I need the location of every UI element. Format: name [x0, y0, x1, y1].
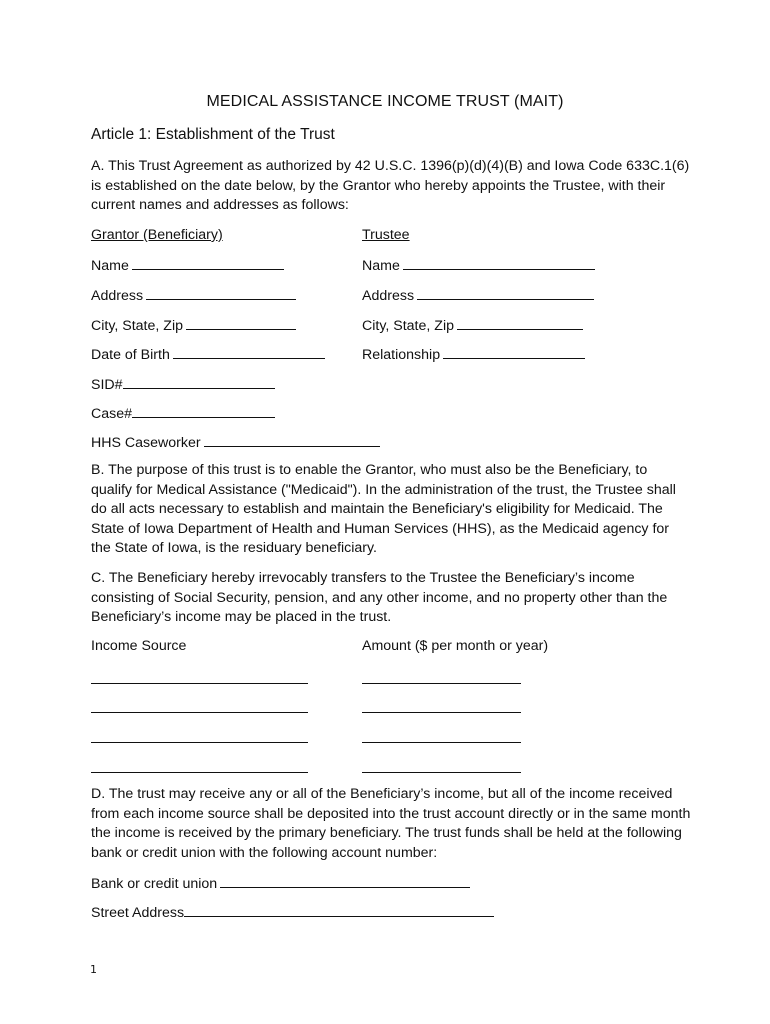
grantor-sid-input[interactable]: [123, 374, 275, 389]
bank-field: [91, 873, 470, 894]
trustee-relationship-input[interactable]: [443, 344, 585, 359]
grantor-sid-label: SID#: [91, 377, 123, 393]
document-title: MEDICAL ASSISTANCE INCOME TRUST (MAIT): [206, 93, 564, 110]
grantor-city-field: [91, 315, 296, 336]
grantor-name-label: Name: [91, 258, 129, 274]
grantor-name-field: [91, 255, 284, 276]
grantor-address-input[interactable]: [146, 285, 296, 300]
paragraph-d-text: D. The trust may receive any or all of the Beneficiary’s income, but all of the income received from each income source shall be deposited into the trust account directly or in the same month the income is received by the primary beneficiary. The trust funds shall be held at the following bank or credit union with the following account number:: [91, 786, 691, 861]
bank-label: Bank or credit union: [91, 876, 218, 892]
grantor-name-input[interactable]: [132, 255, 284, 270]
trustee-name-input[interactable]: [403, 255, 595, 270]
grantor-caseworker-label: HHS Caseworker: [91, 435, 201, 451]
income-source-input-3[interactable]: [91, 742, 308, 743]
trustee-heading: Trustee: [362, 227, 410, 243]
paragraph-a: [91, 157, 691, 216]
paragraph-a-text: A. This Trust Agreement as authorized by 42 U.S.C. 1396(p)(d)(4)(B) and Iowa Code 633C.1(6) is established on the date below, by the Grantor who hereby appoints the Trustee, with their current names and addresses as follows:: [91, 158, 690, 213]
paragraph-b-text: B. The purpose of this trust is to enable the Grantor, who must also be the Beneficiary, to qualify for Medical Assistance ("Medicaid"). In the administration of the trust, the Trustee shall do all acts necessary to establish and maintain the Beneficiary's eligibility for Medicaid. The State of Iowa Department of Health and Human Services (HHS), as the Medicaid agency for the State of Iowa, is the residuary beneficiary.: [91, 462, 676, 556]
paragraph-c: [91, 569, 691, 628]
bank-input[interactable]: [220, 873, 470, 888]
trustee-relationship-label: Relationship: [362, 347, 441, 363]
amount-heading: Amount ($ per month or year): [362, 638, 549, 654]
income-source-heading: Income Source: [91, 638, 187, 654]
street-address-field: [91, 902, 494, 923]
article-heading: Article 1: Establishment of the Trust: [91, 126, 335, 143]
grantor-dob-field: [91, 344, 325, 365]
grantor-caseworker-input[interactable]: [204, 432, 380, 447]
grantor-case-label: Case#: [91, 406, 133, 422]
income-source-input-2[interactable]: [91, 712, 308, 713]
street-address-input[interactable]: [184, 902, 494, 917]
grantor-city-input[interactable]: [186, 315, 296, 330]
street-address-label: Street Address: [91, 905, 185, 921]
trustee-address-field: [362, 285, 594, 306]
paragraph-c-text: C. The Beneficiary hereby irrevocably transfers to the Trustee the Beneficiary’s income consisting of Social Security, pension, and any other income, and no property other than the Beneficiary’s income may be placed in the trust.: [91, 570, 668, 625]
amount-input-3[interactable]: [362, 742, 521, 743]
amount-input-1[interactable]: [362, 683, 521, 684]
income-source-input-1[interactable]: [91, 683, 308, 684]
amount-input-4[interactable]: [362, 772, 521, 773]
grantor-caseworker-field: [91, 432, 380, 453]
trustee-address-input[interactable]: [417, 285, 594, 300]
grantor-city-label: City, State, Zip: [91, 318, 183, 334]
paragraph-b: [91, 461, 691, 559]
trustee-city-label: City, State, Zip: [362, 318, 454, 334]
grantor-sid-field: [91, 374, 275, 395]
trustee-name-field: [362, 255, 595, 276]
grantor-dob-input[interactable]: [173, 344, 325, 359]
trustee-relationship-field: [362, 344, 585, 365]
grantor-case-input[interactable]: [132, 403, 275, 418]
grantor-address-label: Address: [91, 288, 144, 304]
amount-input-2[interactable]: [362, 712, 521, 713]
grantor-heading: Grantor (Beneficiary): [91, 227, 223, 243]
grantor-address-field: [91, 285, 296, 306]
trustee-city-field: [362, 315, 583, 336]
paragraph-d: [91, 785, 691, 863]
grantor-dob-label: Date of Birth: [91, 347, 170, 363]
trustee-city-input[interactable]: [457, 315, 583, 330]
grantor-case-field: [91, 403, 275, 424]
income-source-input-4[interactable]: [91, 772, 308, 773]
trustee-address-label: Address: [362, 288, 415, 304]
trustee-name-label: Name: [362, 258, 400, 274]
page-number: 1: [90, 963, 97, 976]
